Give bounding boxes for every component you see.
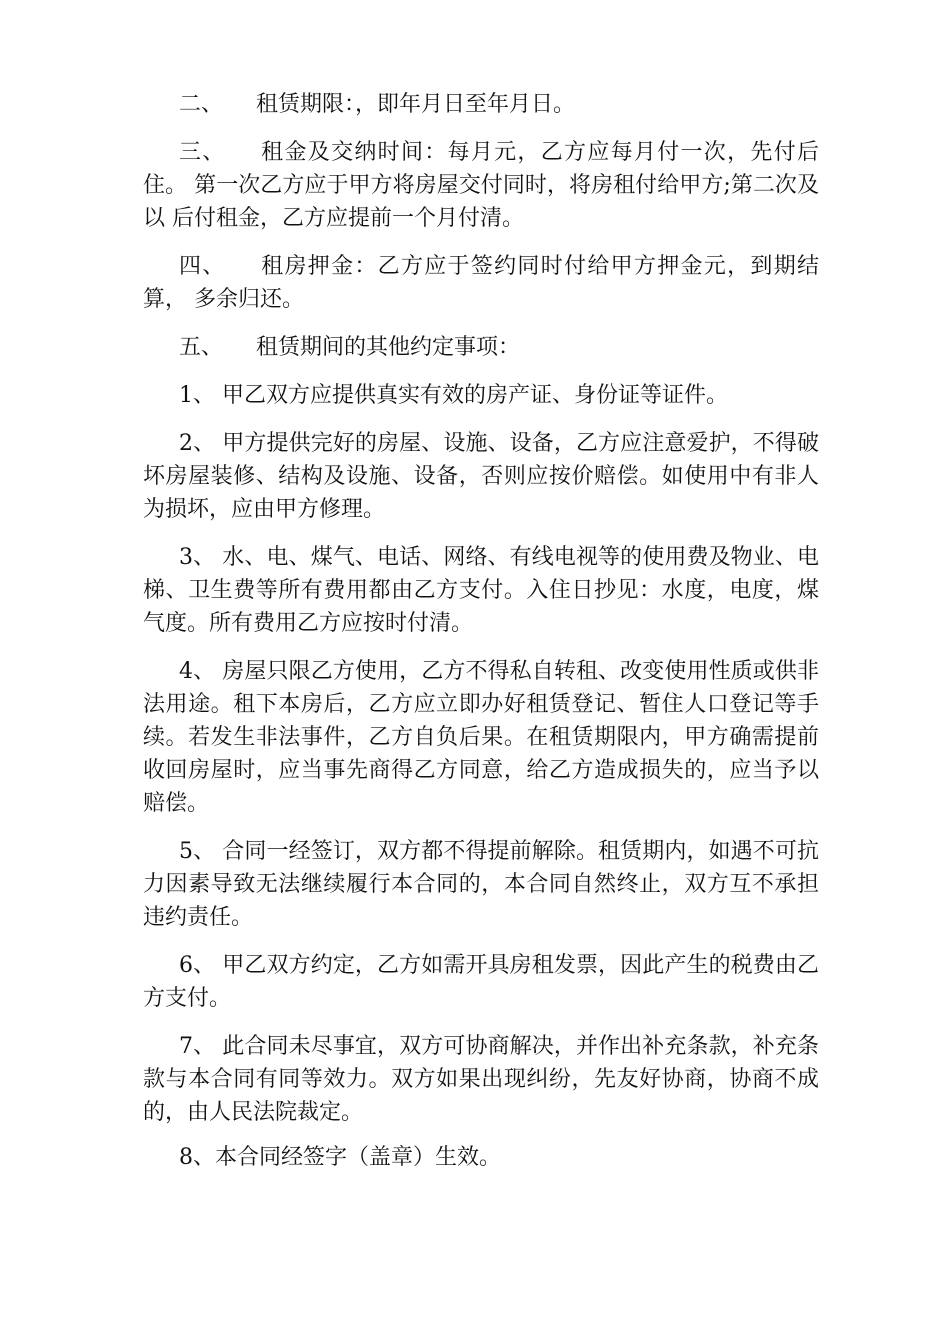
clause-lease-term: 二、 租赁期限：，即年月日至年月日。	[179, 92, 576, 117]
term-item-3: 3、 水、电、煤气、电话、网络、有线电视等的使用费及物业、电梯、卫生费等所有费用都由乙方支付。入住日抄见：水度，电度，煤气度。所有费用乙方应按时付清。	[143, 545, 819, 636]
term-item-6: 6、 甲乙双方约定，乙方如需开具房租发票，因此产生的税费由乙方支付。	[143, 953, 819, 1011]
term-item-5: 5、 合同一经签订，双方都不得提前解除。租赁期内，如遇不可抗力因素导致无法继续履行本合同的，本合同自然终止，双方互不承担违约责任。	[143, 839, 819, 930]
clause-deposit: 四、 租房押金：乙方应于签约同时付给甲方押金元，到期结算， 多余归还。	[143, 254, 819, 312]
term-item-7: 7、 此合同未尽事宜，双方可协商解决，并作出补充条款，补充条款与本合同有同等效力。双方如果出现纠纷，先友好协商，协商不成的，由人民法院裁定。	[143, 1034, 819, 1125]
term-item-8: 8、本合同经签字（盖章）生效。	[179, 1145, 501, 1170]
term-item-4: 4、 房屋只限乙方使用，乙方不得私自转租、改变使用性质或供非法用途。租下本房后，乙方应立即办好租赁登记、暂住人口登记等手续。若发生非法事件，乙方自负后果。在租赁期限内，甲方确需提前收回房屋时，应当事先商得乙方同意，给乙方造成损失的，应当予以赔偿。	[143, 659, 819, 816]
term-item-1: 1、 甲乙双方应提供真实有效的房产证、身份证等证件。	[179, 383, 728, 408]
clause-rent-payment: 三、 租金及交纳时间：每月元，乙方应每月付一次，先付后住。 第一次乙方应于甲方将房屋交付同时，将房租付给甲方;第二次及以 后付租金，乙方应提前一个月付清。	[143, 140, 819, 231]
term-item-2: 2、 甲方提供完好的房屋、设施、设备，乙方应注意爱护，不得破坏房屋装修、结构及设施、设备，否则应按价赔偿。如使用中有非人为损坏，应由甲方修理。	[143, 431, 819, 522]
clause-other-terms-heading: 五、 租赁期间的其他约定事项：	[179, 335, 521, 360]
contract-body	[143, 88, 819, 1189]
